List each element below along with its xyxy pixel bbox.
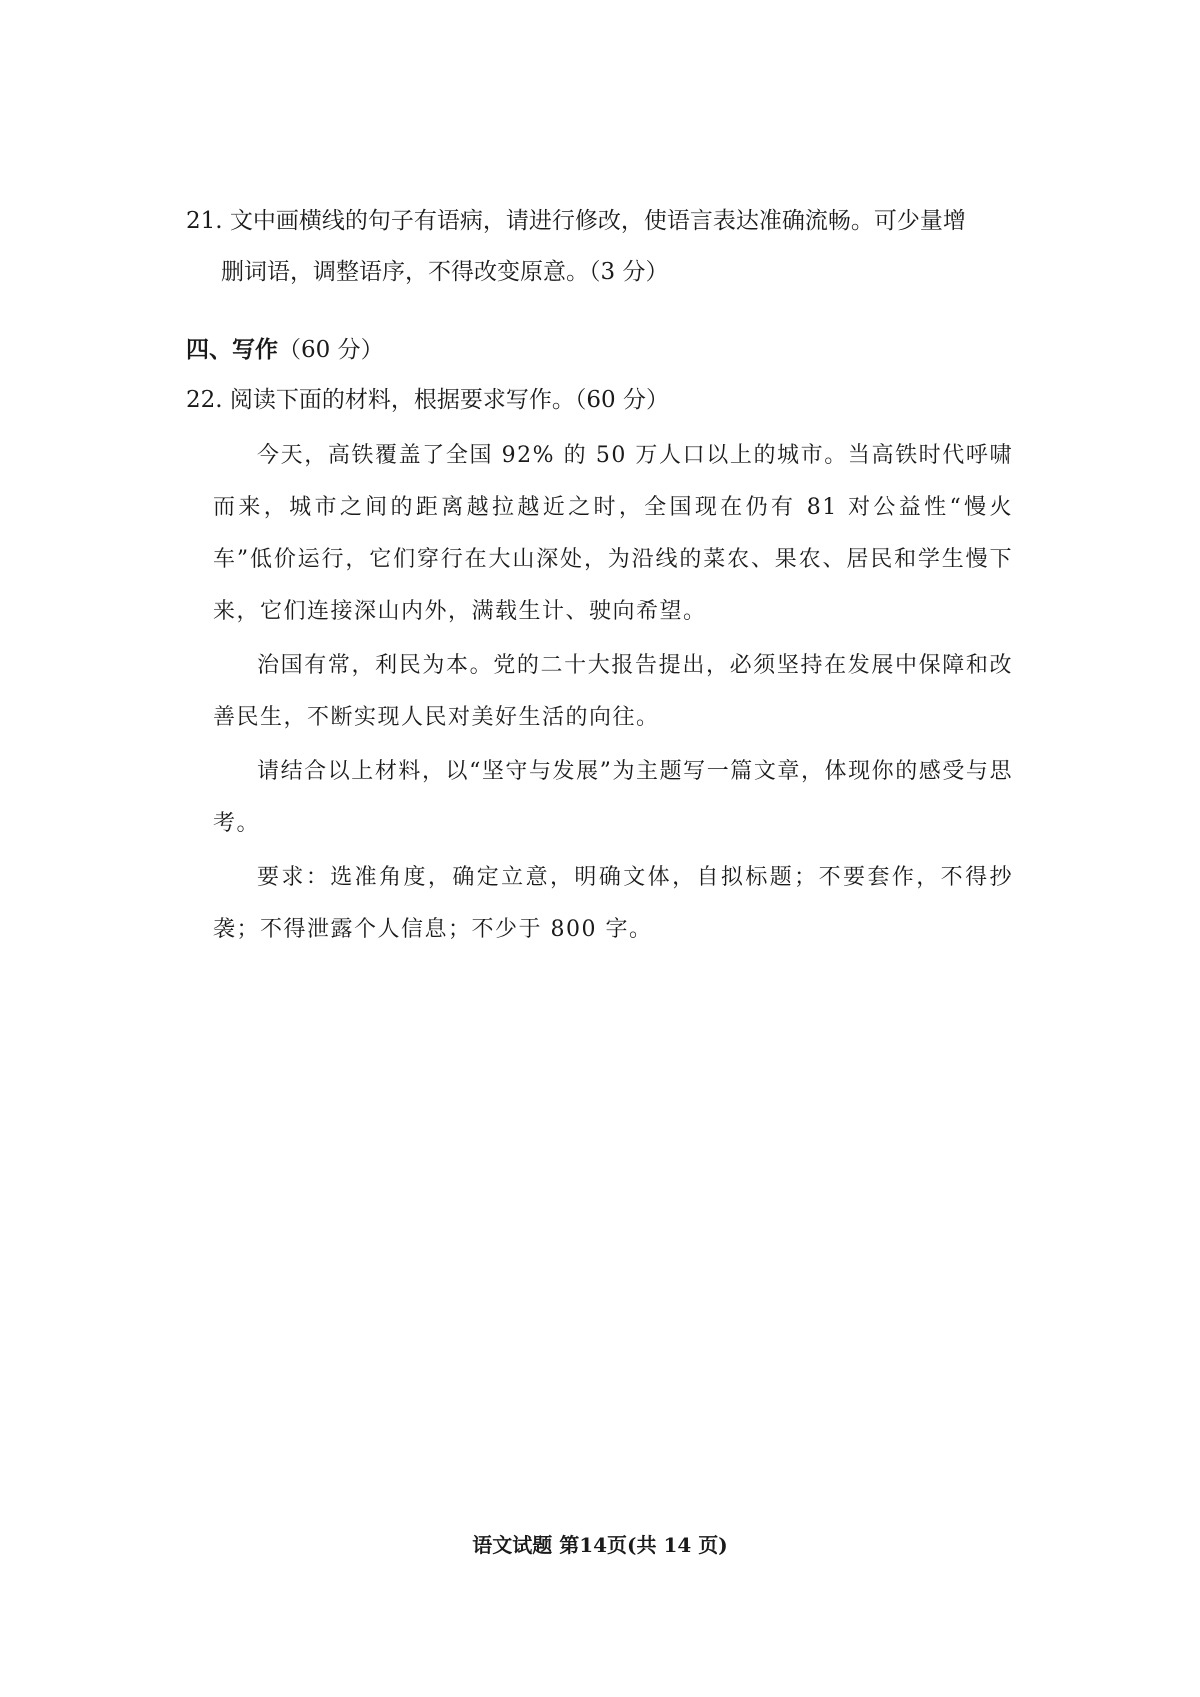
section-writing-label: 四、写作: [186, 336, 278, 363]
question-21-line-2: 删词语，调整语序，不得改变原意。（3 分）: [221, 259, 669, 285]
material-paragraph-1: 今天，高铁覆盖了全国 92% 的 50 万人口以上的城市。当高铁时代呼啸而来，城市之间的距离越拉越近之时，全国现在仍有 81 对公益性“慢火车”低价运行，它们穿行在大山深处，为沿线的菜农、果农、居民和学生慢下来，它们连接深山内外，满载生计、驶向希望。: [213, 443, 1013, 624]
material-paragraph-3: 请结合以上材料，以“坚守与发展”为主题写一篇文章，体现你的感受与思考。: [213, 759, 1013, 836]
section-writing-points: （60 分）: [278, 337, 384, 363]
page-footer: 语文试题 第14页(共 14 页): [472, 1533, 728, 1557]
question-21: [186, 196, 1036, 298]
material-paragraph-2: 治国有常，利民为本。党的二十大报告提出，必须坚持在发展中保障和改善民生，不断实现人民对美好生活的向往。: [213, 653, 1013, 730]
material-paragraph-4: 要求：选准角度，确定立意，明确文体，自拟标题；不要套作，不得抄袭；不得泄露个人信息；不少于 800 字。: [213, 865, 1013, 942]
section-writing-title: [186, 330, 384, 370]
question-21-line-1: 21. 文中画横线的句子有语病，请进行修改，使语言表达准确流畅。可少量增: [186, 208, 966, 234]
question-22-heading: 22. 阅读下面的材料，根据要求写作。（60 分）: [186, 387, 669, 413]
question-22-material: [213, 430, 1013, 958]
